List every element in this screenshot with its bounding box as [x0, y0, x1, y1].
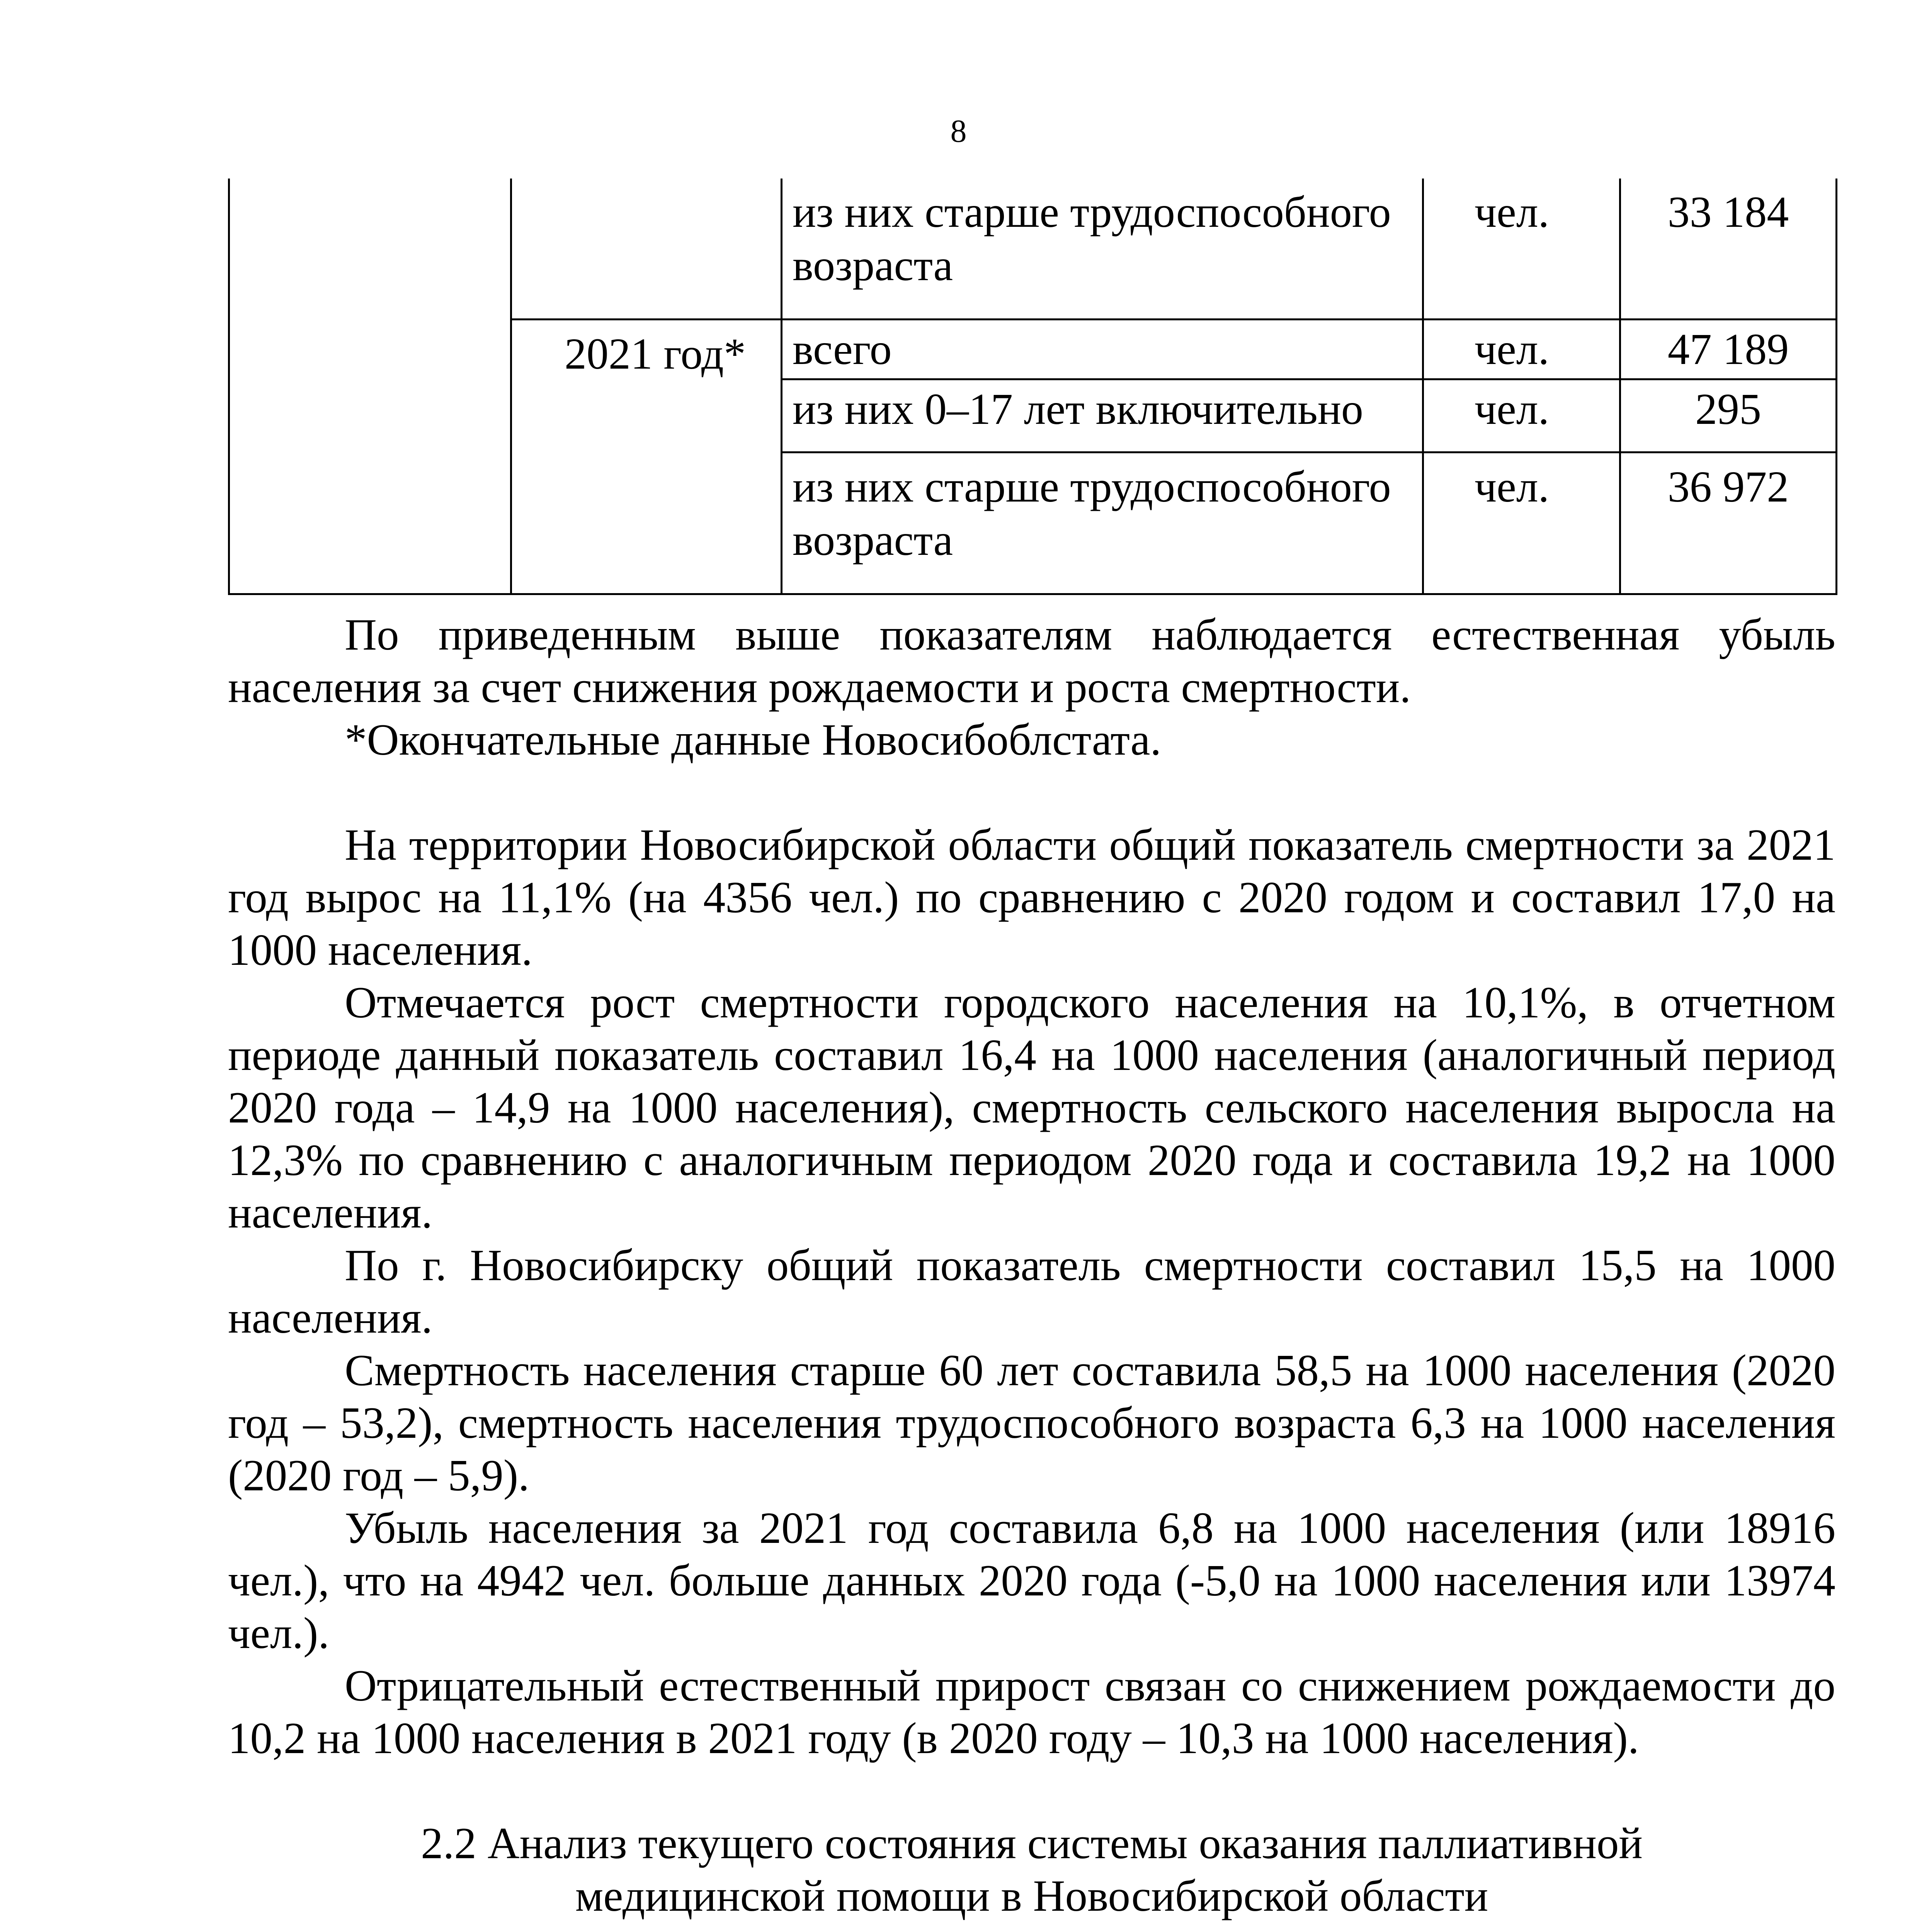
- body-text: [228, 609, 1835, 1932]
- paragraph-population-loss: Убыль населения за 2021 год составила 6,8 на 1000 населения (или 18916 чел.), что на 4942 чел. больше данных 2020 года (-5,0 на 1000 населения или 13974 чел.).: [228, 1503, 1835, 1658]
- table-cell-blank: [229, 179, 511, 594]
- paragraph-population-decline: По приведенным выше показателям наблюдается естественная убыль населения за счет снижения рождаемости и роста смертности.: [228, 610, 1835, 712]
- paragraph-mortality-urban-rural: Отмечается рост смертности городского населения на 10,1%, в отчетном периоде данный показатель составил 16,4 на 1000 населения (аналогичный период 2020 года – 14,9 на 1000 населения), смертность сельского населения выросла на 12,3% по сравнению с аналогичным периодом 2020 года и составила 19,2 на 1000 населения.: [228, 978, 1835, 1237]
- paragraph-mortality-age-groups: Смертность населения старше 60 лет составила 58,5 на 1000 населения (2020 год – 53,2), смертность населения трудоспособного возраста 6,3 на 1000 населения (2020 год – 5,9).: [228, 1346, 1835, 1500]
- table-cell-unit: чел.: [1423, 452, 1620, 594]
- table-cell-indicator: всего: [782, 320, 1423, 379]
- table-cell-value: 36 972: [1620, 452, 1837, 594]
- table-cell-indicator: из них 0–17 лет включительно: [782, 379, 1423, 452]
- table-cell-indicator: из них старше трудоспособного возраста: [782, 452, 1423, 594]
- section-heading: 2.2 Анализ текущего состояния системы оказания паллиативной медицинской помощи в Новосибирской области: [421, 1819, 1643, 1920]
- table-cell-unit: чел.: [1423, 320, 1620, 379]
- table-cell-value: 295: [1620, 379, 1837, 452]
- footnote-final-data: *Окончательные данные Новосибоблстата.: [345, 715, 1162, 764]
- table-cell-value: 33 184: [1620, 179, 1837, 320]
- table-cell-indicator: из них старше трудоспособного возраста: [782, 179, 1423, 320]
- table-row: [229, 179, 1837, 320]
- statistics-table: [228, 179, 1837, 595]
- table-cell-value: 47 189: [1620, 320, 1837, 379]
- page-number: 8: [950, 113, 967, 149]
- table-cell-year: [511, 179, 782, 320]
- paragraph-mortality-overall: На территории Новосибирской области общий показатель смертности за 2021 год вырос на 11,1% (на 4356 чел.) по сравнению с 2020 годом и составил 17,0 на 1000 населения.: [228, 820, 1835, 975]
- table-cell-unit: чел.: [1423, 379, 1620, 452]
- table-cell-unit: чел.: [1423, 179, 1620, 320]
- table-cell-year: 2021 год*: [511, 320, 782, 594]
- paragraph-mortality-novosibirsk: По г. Новосибирску общий показатель смертности составил 15,5 на 1000 населения.: [228, 1241, 1835, 1342]
- paragraph-natural-growth: Отрицательный естественный прирост связан со снижением рождаемости до 10,2 на 1000 населения в 2021 году (в 2020 году – 10,3 на 1000 населения).: [228, 1661, 1835, 1763]
